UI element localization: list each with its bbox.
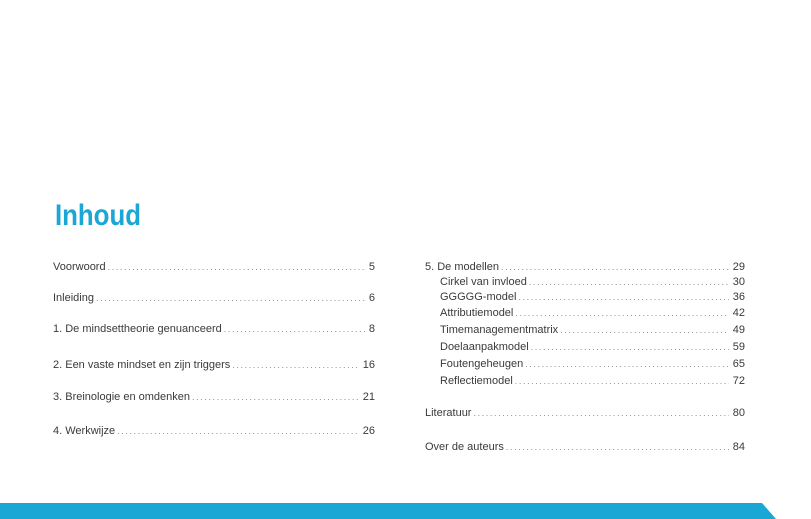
toc-subentry-attributiemodel[interactable]: [440, 306, 745, 320]
toc-entry-page: 5: [368, 261, 375, 273]
page-title: Inhoud: [55, 199, 141, 232]
toc-entry-label: Reflectiemodel: [440, 375, 513, 387]
toc-entry-chapter-2[interactable]: [53, 358, 375, 372]
dot-leader: [108, 260, 365, 274]
toc-entry-page: 84: [732, 441, 745, 453]
dot-leader: [96, 291, 365, 305]
toc-subentry-ggggg-model[interactable]: [440, 290, 745, 304]
toc-entry-label: Attributiemodel: [440, 307, 514, 319]
dot-leader: [515, 374, 729, 388]
toc-entry-chapter-4[interactable]: [53, 424, 375, 438]
toc-entry-literatuur[interactable]: [425, 406, 745, 420]
toc-entry-page: 29: [732, 261, 745, 273]
dot-leader: [224, 322, 365, 336]
toc-entry-chapter-3[interactable]: [53, 390, 375, 404]
dot-leader: [531, 340, 729, 354]
toc-entry-label: 1. De mindsettheorie genuanceerd: [53, 323, 222, 335]
toc-entry-inleiding[interactable]: [53, 291, 375, 305]
toc-entry-page: 72: [732, 375, 745, 387]
toc-entry-label: Over de auteurs: [425, 441, 504, 453]
toc-entry-label: Doelaanpakmodel: [440, 341, 529, 353]
toc-entry-page: 30: [732, 276, 745, 288]
toc-entry-label: Voorwoord: [53, 261, 106, 273]
toc-subentry-foutengeheugen[interactable]: [440, 357, 745, 371]
toc-entry-voorwoord[interactable]: [53, 260, 375, 274]
toc-subentry-timemanagementmatrix[interactable]: [440, 323, 745, 337]
toc-entry-label: 3. Breinologie en omdenken: [53, 391, 190, 403]
dot-leader: [192, 390, 359, 404]
toc-entry-page: 65: [732, 358, 745, 370]
dot-leader: [529, 275, 729, 289]
toc-entry-label: 4. Werkwijze: [53, 425, 116, 437]
toc-entry-chapter-5[interactable]: [425, 260, 745, 274]
toc-entry-chapter-1[interactable]: [53, 322, 375, 336]
toc-entry-page: 26: [362, 425, 375, 437]
dot-leader: [506, 440, 729, 454]
dot-leader: [232, 358, 358, 372]
toc-entry-label: Literatuur: [425, 407, 472, 419]
toc-entry-label: Inleiding: [53, 292, 94, 304]
toc-entry-page: 49: [732, 324, 745, 336]
dot-leader: [515, 306, 728, 320]
toc-subentry-reflectiemodel[interactable]: [440, 374, 745, 388]
toc-entry-label: Cirkel van invloed: [440, 276, 527, 288]
toc-entry-page: 21: [362, 391, 375, 403]
dot-leader: [560, 323, 729, 337]
toc-entry-label: GGGGG-model: [440, 291, 517, 303]
toc-entry-page: 36: [732, 291, 745, 303]
toc-entry-page: 6: [368, 292, 375, 304]
accent-band-shape: [0, 503, 776, 519]
dot-leader: [473, 406, 728, 420]
toc-entry-page: 8: [368, 323, 375, 335]
dot-leader: [525, 357, 729, 371]
toc-entry-over-de-auteurs[interactable]: [425, 440, 745, 454]
bottom-accent-band: [0, 503, 811, 519]
toc-entry-page: 42: [732, 307, 745, 319]
toc-entry-label: 2. Een vaste mindset en zijn triggers: [53, 359, 231, 371]
toc-entry-page: 16: [362, 359, 375, 371]
toc-entry-page: 59: [732, 341, 745, 353]
toc-entry-label: Timemanagementmatrix: [440, 324, 559, 336]
toc-entry-label: Foutengeheugen: [440, 358, 524, 370]
toc-entry-page: 80: [732, 407, 745, 419]
dot-leader: [501, 260, 729, 274]
toc-entry-label: 5. De modellen: [425, 261, 499, 273]
dot-leader: [117, 424, 359, 438]
toc-subentry-cirkel-van-invloed[interactable]: [440, 275, 745, 289]
toc-subentry-doelaanpakmodel[interactable]: [440, 340, 745, 354]
dot-leader: [518, 290, 728, 304]
